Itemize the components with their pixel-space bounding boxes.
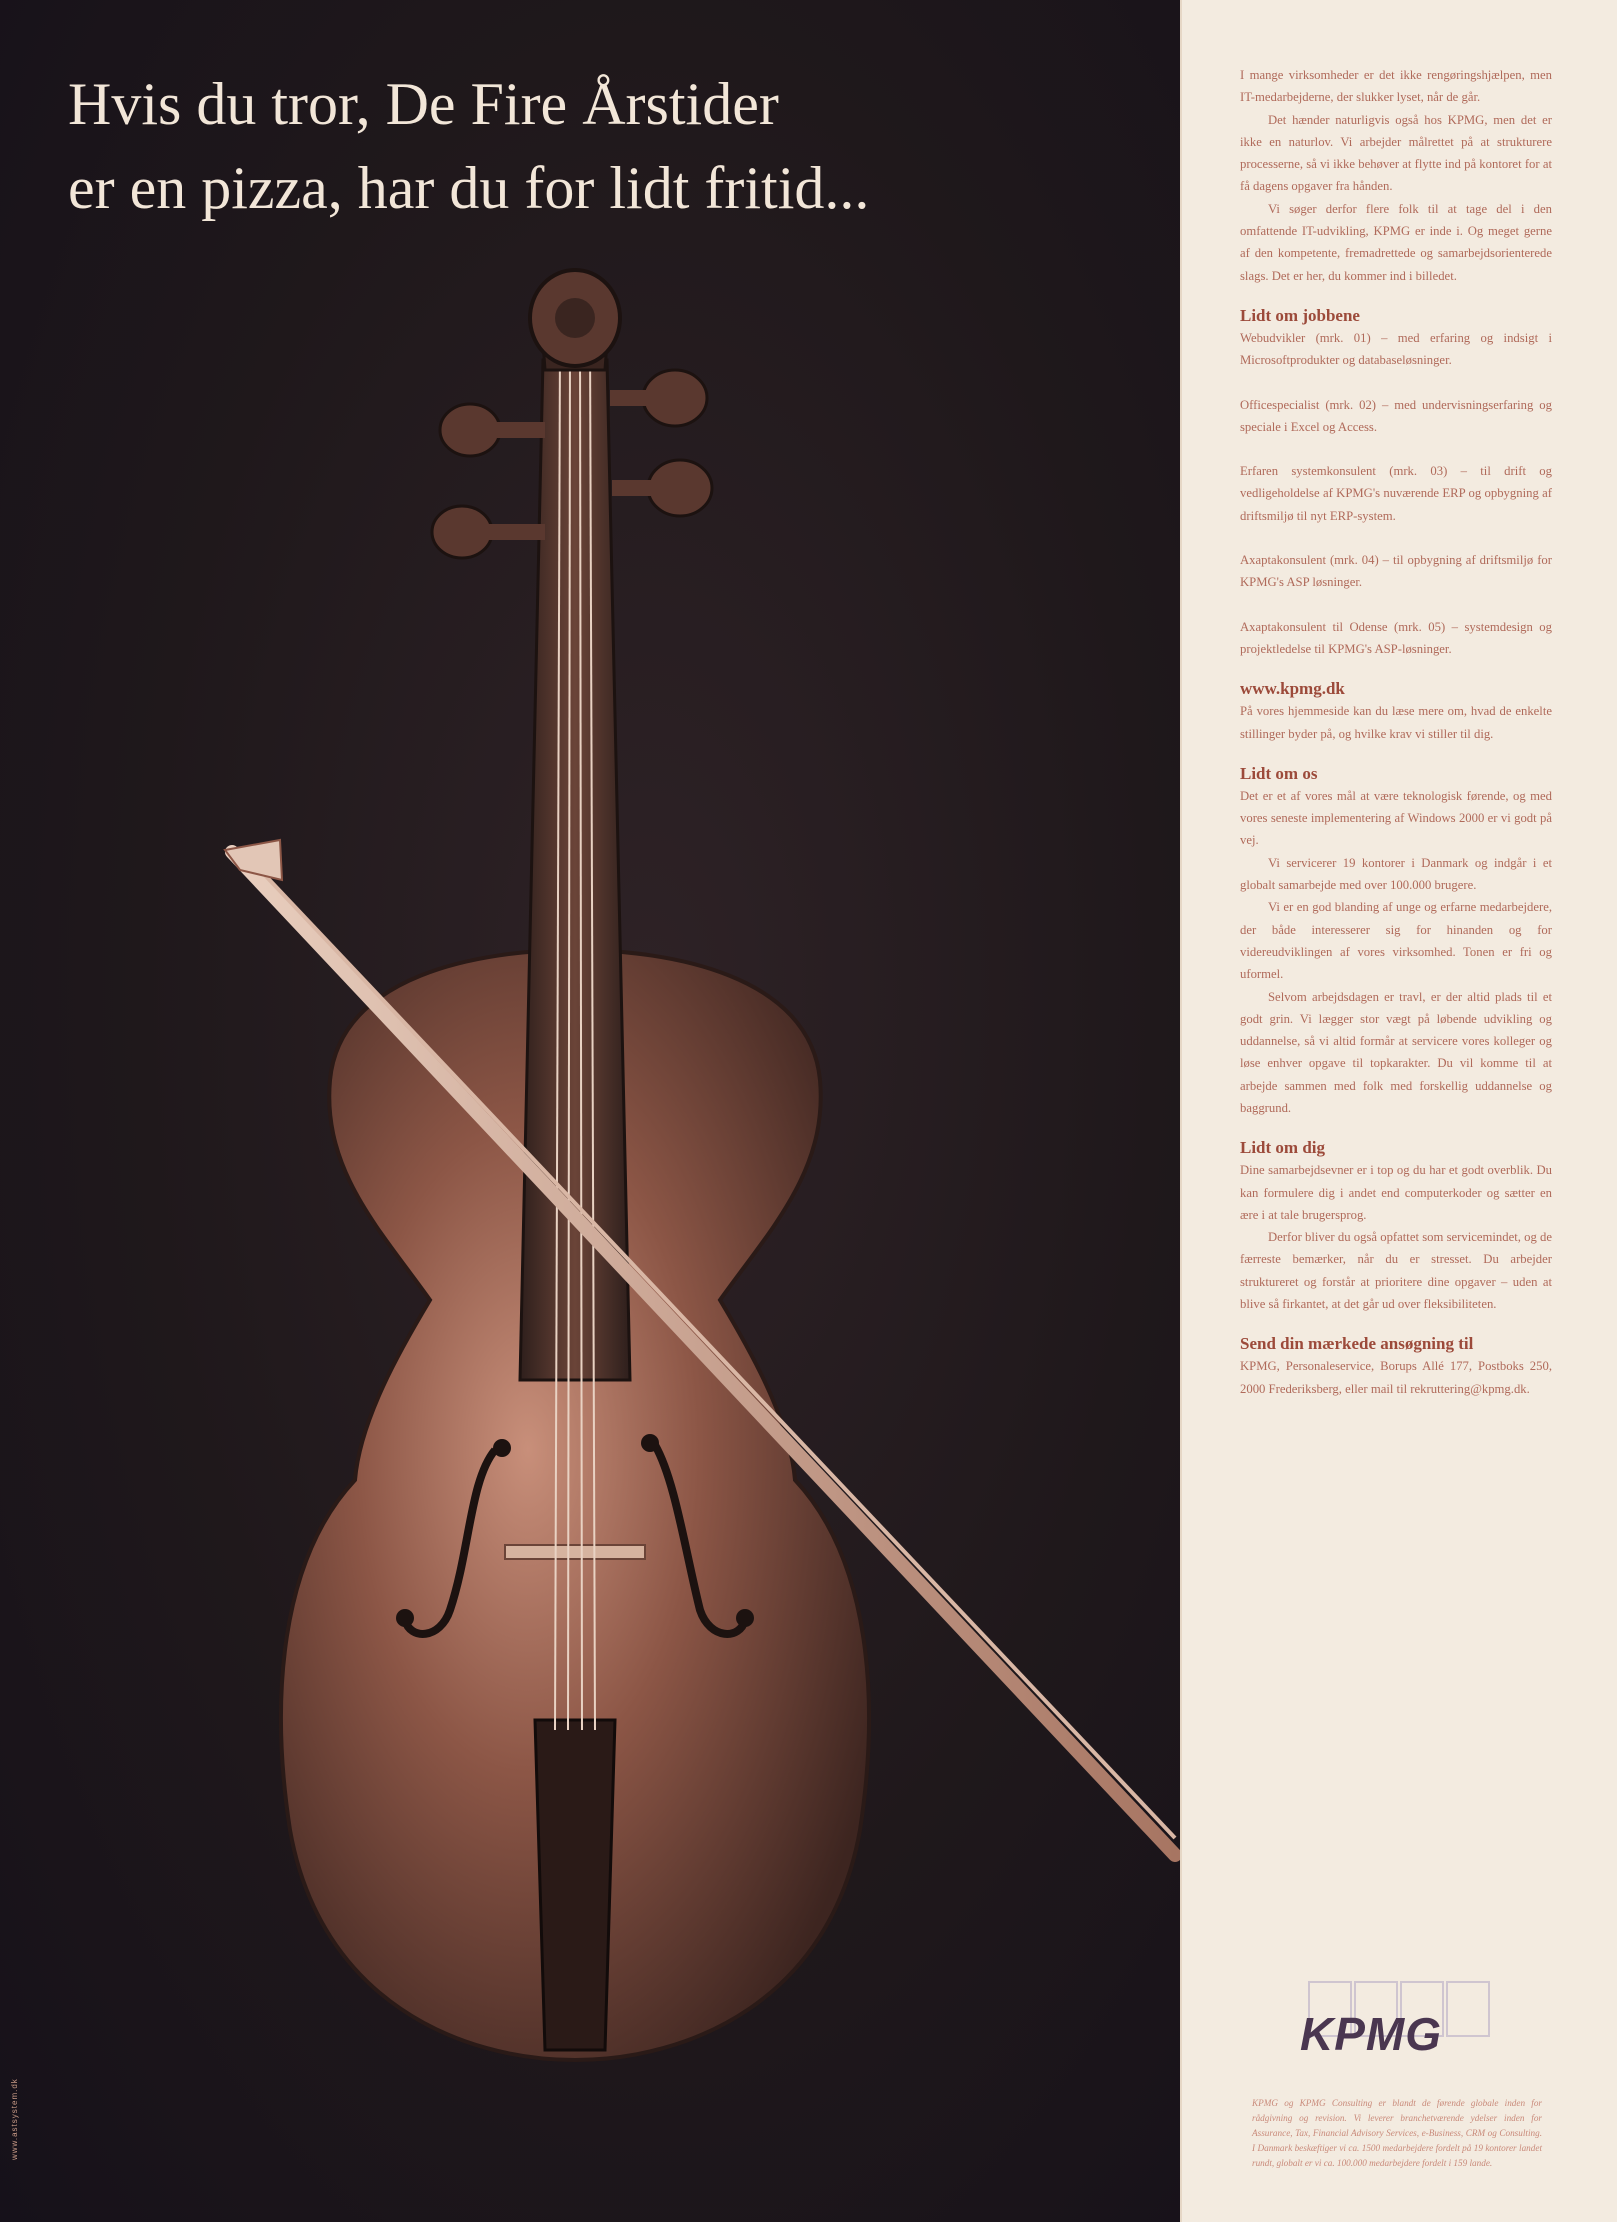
about-us-paragraph-4: Selvom arbejdsdagen er travl, er der altid plads til et godt grin. Vi lægger stor vægt på løbende udvikling og uddannelse, så vi altid formår at servicere vores kolleger og løse enhver opgave til topkarakter. Du vil komme til at arbejde sammen med folk med forskellig uddannelse og baggrund. xyxy=(1240,989,1552,1115)
violin-bridge xyxy=(505,1545,645,1559)
intro-paragraph-1: I mange virksomheder er det ikke rengøringshjælpen, men IT-medarbejderne, der slukker lyset, når de går. xyxy=(1240,68,1552,105)
about-you-paragraph-1: Dine samarbejdsevner er i top og du har et godt overblik. Du kan formulere dig i andet end computerkoder og sætter en ære i at tale brugersprog. xyxy=(1240,1163,1552,1222)
photo-credit: www.astsystem.dk xyxy=(10,2078,19,2160)
about-us-paragraph-3: Vi er en god blanding af unge og erfarne medarbejdere, der både interesserer sig for hinanden og for videreudviklingen af vores virksomhed. Tonen er fri og uformel. xyxy=(1240,900,1552,982)
about-us-heading: Lidt om os xyxy=(1240,763,1318,783)
company-footnote: KPMG og KPMG Consulting er blandt de førende globale inden for rådgivning og revision. Vi leverer branchetværende ydelser inden for Assurance, Tax, Financial Advisory Services, e-Business, CRM og Consulting. I Danmark beskæftiger vi ca. 1500 medarbejdere fordelt på 19 kontorer landet rundt, globalt er vi ca. 100.000 medarbejdere fordelt i 159 lande. xyxy=(1252,2098,1542,2168)
apply-address: KPMG, Personaleservice, Borups Allé 177, Postboks 250, 2000 Frederiksberg, eller mail til rekruttering@kpmg.dk. xyxy=(1240,1359,1552,1396)
about-us-paragraph-2: Vi servicerer 19 kontorer i Danmark og indgår i et globalt samarbejde med over 100.000 brugere. xyxy=(1240,855,1552,893)
jobs-heading: Lidt om jobbene xyxy=(1240,305,1360,325)
body-copy xyxy=(1240,64,1552,1400)
about-you-heading: Lidt om dig xyxy=(1240,1138,1326,1158)
intro-paragraph-2: Det hænder naturligvis også hos KPMG, men det er ikke en naturlov. Vi arbejder målrettet på at strukturere processerne, så vi ikke behøver at flytte ind på kontoret for at få dagens opgaver fra hånden. xyxy=(1240,112,1552,194)
kpmg-logo: KPMG xyxy=(1300,2008,1442,2060)
job-listing-04: Axaptakonsulent (mrk. 04) – til opbygning af driftsmiljø for KPMG's ASP løsninger. xyxy=(1240,553,1552,590)
headline-line-2: er en pizza, har du for lidt fritid... xyxy=(68,155,870,221)
job-listing-03: Erfaren systemkonsulent (mrk. 03) – til drift og vedligeholdelse af KPMG's nuværende ERP og opbygning af driftsmiljø til nyt ERP-system. xyxy=(1240,464,1552,523)
intro-paragraph-3: Vi søger derfor flere folk til at tage del i den omfattende IT-udvikling, KPMG er inde i. Og meget gerne af den kompetente, fremadrettede og samarbejdsorienterede slags. Det er her, du kommer ind i billedet. xyxy=(1240,201,1552,283)
violin-tailpiece xyxy=(535,1720,615,2050)
job-listing-01: Webudvikler (mrk. 01) – med erfaring og indsigt i Microsoftprodukter og databaseløsninger. xyxy=(1240,330,1552,368)
about-us-paragraph-1: Det er et af vores mål at være teknologisk førende, og med vores seneste implementering af Windows 2000 er vi godt på vej. xyxy=(1240,788,1552,848)
job-listing-05: Axaptakonsulent til Odense (mrk. 05) – systemdesign og projektledelse til KPMG's ASP-løsninger. xyxy=(1240,619,1552,656)
website-heading[interactable]: www.kpmg.dk xyxy=(1240,679,1345,699)
about-you-paragraph-2: Derfor bliver du også opfattet som servicemindet, og de færreste bemærker, når du er stresset. Du arbejder struktureret og forstår at prioritere dine opgaver – uden at blive så firkantet, at det går ud over fleksibiliteten. xyxy=(1240,1230,1552,1312)
apply-heading: Send din mærkede ansøgning til xyxy=(1240,1334,1474,1354)
website-text: På vores hjemmeside kan du læse mere om, hvad de enkelte stillinger byder på, og hvilke krav vi stiller til dig. xyxy=(1240,704,1552,741)
headline-line-1: Hvis du tror, De Fire Årstider xyxy=(68,71,779,137)
job-listing-02: Officespecialist (mrk. 02) – med undervisningserfaring og speciale i Excel og Access. xyxy=(1240,397,1552,434)
